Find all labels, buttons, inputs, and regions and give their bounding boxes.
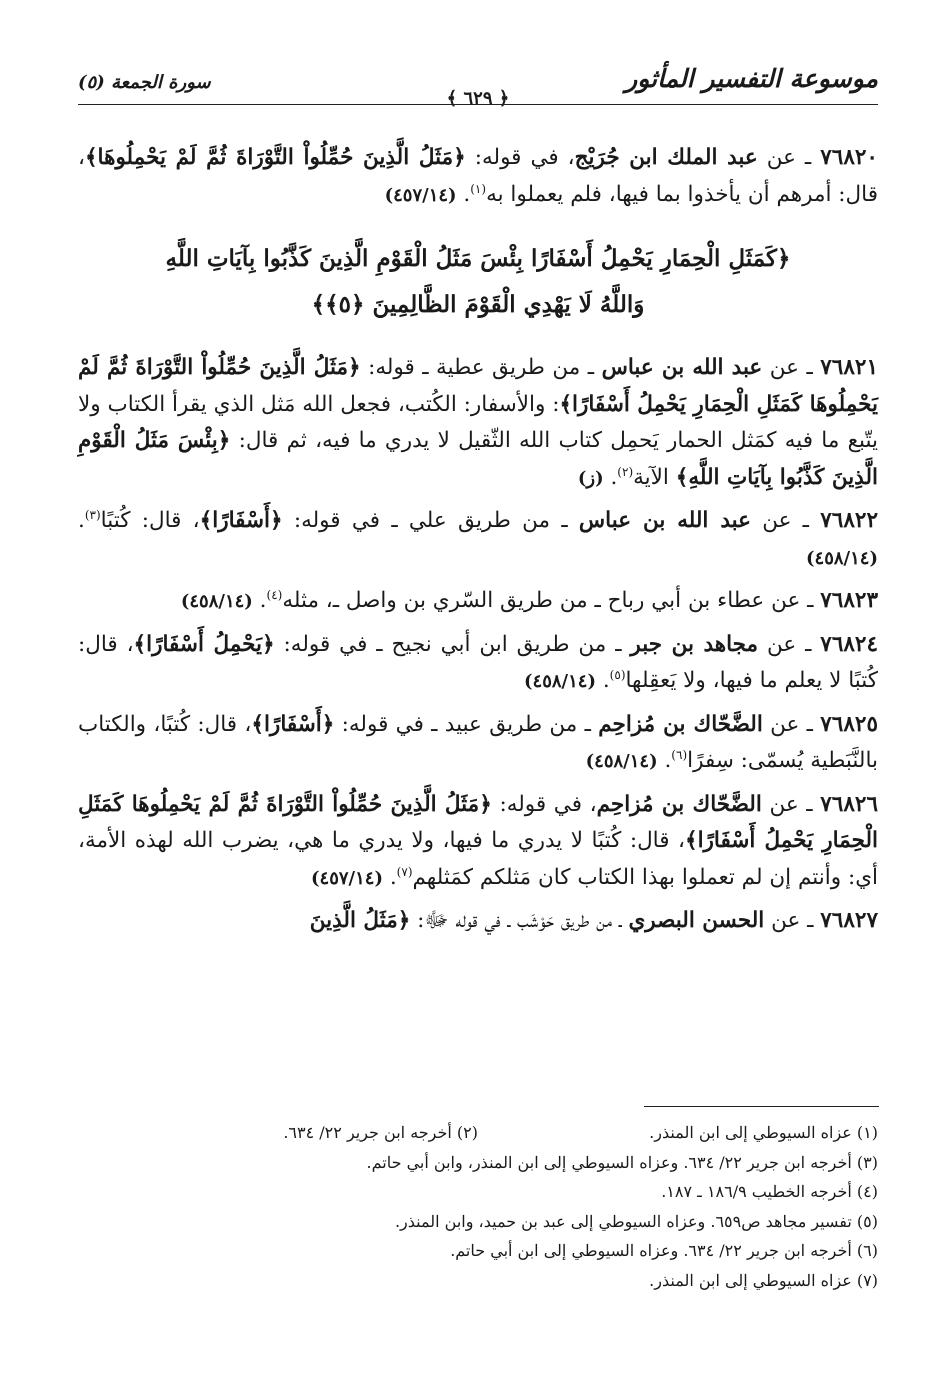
entry-text: ، قال: كُتبًا <box>100 508 200 533</box>
entry-text: : والأسفار: الكُتب، فجعل الله مَثل الذي يقرأ الكتاب ولا يتّبع ما فيه كمَثل الحمار يَحمِل كتاب الله الثّقيل لا يدري ما فيه، ثم قال: <box>78 391 878 453</box>
footnote-2: (٢) أخرجه ابن جرير ٢٢/ ٦٣٤. <box>283 1123 478 1142</box>
footnotes <box>78 1118 878 1295</box>
entry-text: ـ عن <box>762 355 821 380</box>
entry-text: ـ عن <box>762 711 821 737</box>
narrator-name: عبد الله بن عباس <box>601 355 763 380</box>
quran-verse-block <box>78 236 878 328</box>
narrator-name: عبد الملك ابن جُرَيْج <box>574 145 758 170</box>
entry-text: . <box>383 864 397 890</box>
footnote-marker: (٧) <box>396 864 413 879</box>
entry-text: ـ عن <box>764 908 821 933</box>
header-rule <box>78 104 878 105</box>
hadith-entry <box>78 627 878 701</box>
volume-reference: (٤٥٧/١٤) <box>384 184 457 206</box>
hadith-entry <box>78 140 878 214</box>
entry-text: ، قال: كُتبًا لا يدري ما فيها، ولا يدري ما هي، يضرب الله لهذه الأمة، أي: وأنتم إن لم تعملوا بهذا الكتاب كان مَثلكم كمَثلهم <box>78 828 878 890</box>
entry-text: ، قال: أمرهم أن يأخذوا بما فيها، فلم يعملوا به <box>78 145 878 207</box>
footnote-rule <box>644 1106 879 1107</box>
footnote-marker: (٢) <box>617 464 634 479</box>
entry-number: ٧٦٨٢٠ <box>820 145 878 170</box>
volume-reference: (٤٥٨/١٤) <box>180 591 253 612</box>
entry-text: . <box>252 588 267 613</box>
volume-reference: (٤٥٨/١٤) <box>524 671 596 692</box>
quran-quote: ﴿أَسْفَارًا﴾ <box>199 508 283 533</box>
entry-text: ـ عن <box>761 791 821 817</box>
quran-quote: ﴿مَثَلُ الَّذِينَ حُمِّلُواْ التَّوْرَاةَ ثُمَّ لَمْ يَحْمِلُوهَا كَمَثَلِ الْحِمَارِ يَحْمِلُ أَسْفَارًا﴾ <box>78 355 878 417</box>
entry-text: ـ من طريق عبيد ـ في قوله: <box>334 711 599 737</box>
entry-text: . <box>456 181 471 207</box>
entry-text: ، في قوله: <box>465 145 575 170</box>
entry-text: ، قال: كُتبًا لا يعلم ما فيها، ولا يَعقِلها <box>78 631 878 693</box>
footnote-row <box>78 1118 878 1148</box>
main-text <box>78 140 878 946</box>
entry-text: ـ عن عطاء بن أبي رباح ـ من طريق السّري بن واصل ـ، مثله <box>282 588 821 613</box>
hadith-entry <box>78 787 878 898</box>
volume-reference: (ز) <box>577 467 604 489</box>
entry-text: ـ عن <box>758 631 821 657</box>
entry-text: الآية <box>633 464 676 490</box>
hadith-entry <box>78 903 878 940</box>
narrator-name: الحسن البصري <box>628 908 765 933</box>
entry-number: ٧٦٨٢٢ <box>820 508 878 533</box>
verse-line-1: ﴿كَمَثَلِ الْحِمَارِ يَحْمِلُ أَسْفَارًا بِئْسَ مَثَلُ الْقَوْمِ الَّذِينَ كَذَّبُوا بِآيَاتِ اللَّهِ <box>165 245 791 272</box>
entry-text: ـ عن <box>757 145 821 170</box>
hadith-entry <box>78 503 878 577</box>
surah-name: سورة الجمعة (٥) <box>78 72 211 93</box>
entry-text: ـ من طريق علي ـ في قوله: <box>282 508 579 533</box>
entry-number: ٧٦٨٢٥ <box>820 711 878 737</box>
running-header <box>78 62 878 109</box>
footnote-4: (٤) أخرجه الخطيب ١٨٦/٩ ـ ١٨٧. <box>661 1182 878 1201</box>
footnote-6: (٦) أخرجه ابن جرير ٢٢/ ٦٣٤. وعزاه السيوطي إلى ابن أبي حاتم. <box>450 1241 878 1260</box>
quran-quote: ﴿مَثَلُ الَّذِينَ حُمِّلُواْ التَّوْرَاةَ ثُمَّ لَمْ يَحْمِلُوهَا﴾ <box>84 145 466 170</box>
hadith-entry <box>78 707 878 781</box>
narrator-name: عبد الله بن عباس <box>578 508 751 533</box>
entry-text: ، قال: كُتبًا، والكتاب بالنَّبَطية يُسمّى: سِفرًا <box>78 711 878 773</box>
quran-quote: ﴿أَسْفَارًا﴾ <box>251 711 335 737</box>
entry-text: . <box>596 668 610 693</box>
entry-number: ٧٦٨٢٣ <box>820 588 878 613</box>
footnote-marker: (٦) <box>671 747 688 762</box>
quran-quote: ﴿مَثَلُ الَّذِينَ حُمِّلُواْ التَّوْرَاةَ ثُمَّ لَمْ يَحْمِلُوهَا كَمَثَلِ الْحِمَارِ يَحْمِلُ أَسْفَارًا﴾ <box>78 791 878 853</box>
entry-number: ٧٦٨٢٧ <box>820 908 878 933</box>
narrator-name: الضَّحّاك بن مُزاحِم <box>596 791 762 817</box>
narrator-name: مجاهد بن جبر <box>630 631 759 657</box>
entry-text: ـ من طريق ابن أبي نجيح ـ في قوله: <box>274 631 631 657</box>
footnote-marker: (٥) <box>609 667 626 682</box>
entries-before-verse <box>78 140 878 214</box>
quran-quote: ﴿يَحْمِلُ أَسْفَارًا﴾ <box>133 631 275 657</box>
entry-text: . <box>78 508 85 533</box>
page-number: ﴿ ٦٢٩ ﴾ <box>446 88 510 109</box>
footnote-marker: (٣) <box>84 507 101 522</box>
footnote-5: (٥) تفسير مجاهد ص٦٥٩. وعزاه السيوطي إلى عبد بن حميد، وابن المنذر. <box>394 1211 878 1231</box>
footnote-3: (٣) أخرجه ابن جرير ٢٢/ ٦٣٤. وعزاه السيوطي إلى ابن المنذر، وابن أبي حاتم. <box>366 1152 878 1172</box>
book-title: موسوعة التفسير المأثور <box>625 64 878 93</box>
entry-number: ٧٦٨٢٤ <box>820 631 879 657</box>
volume-reference: (٤٥٨/١٤) <box>585 751 658 772</box>
entry-text: ـ من طريق عطية ـ قوله: <box>360 355 602 380</box>
quran-quote: ﴿مَثَلُ الَّذِينَ <box>309 908 411 933</box>
footnote-1: (١) عزاه السيوطي إلى ابن المنذر. <box>649 1123 878 1142</box>
hadith-entry <box>78 583 878 621</box>
entry-text: ـ من طريق حَوْشَب ـ في قوله ﷻ: <box>410 908 629 933</box>
entry-text: ـ عن <box>750 508 821 533</box>
entry-text: ، في قوله: <box>491 791 597 817</box>
narrator-name: الضَّحّاك بن مُزاحِم <box>598 711 763 737</box>
footnote-marker: (١) <box>470 181 487 196</box>
verse-line-2: وَاللَّهُ لَا يَهْدِي الْقَوْمَ الظَّالِمِينَ ﴿٥﴾﴾ <box>311 291 645 318</box>
quran-quote: ﴿بِئْسَ مَثَلُ الْقَوْمِ الَّذِينَ كَذَّبُوا بِآيَاتِ اللَّهِ﴾ <box>78 428 878 490</box>
footnote-7: (٧) عزاه السيوطي إلى ابن المنذر. <box>649 1270 878 1290</box>
entry-text: . <box>603 464 618 490</box>
volume-reference: (٤٥٨/١٤) <box>806 547 878 569</box>
entries-after-verse <box>78 350 878 940</box>
entry-text: . <box>657 748 672 773</box>
entry-number: ٧٦٨٢٦ <box>820 791 878 817</box>
volume-reference: (٤٥٧/١٤) <box>311 867 383 889</box>
hadith-entry <box>78 350 878 497</box>
footnote-marker: (٤) <box>266 587 283 602</box>
entry-number: ٧٦٨٢١ <box>820 355 878 380</box>
